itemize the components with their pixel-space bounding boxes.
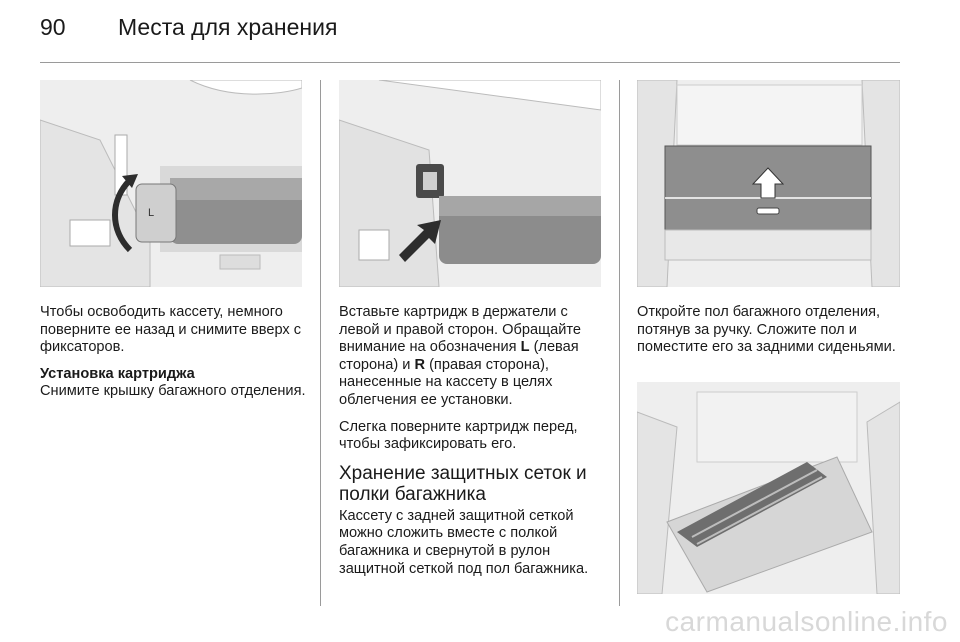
figure-trunk-floor (637, 80, 900, 287)
column-2-text (339, 304, 604, 587)
column-divider-2 (619, 80, 620, 606)
col1-subheading: Установка картриджа (40, 365, 195, 382)
page-title: Места для хранения (118, 14, 338, 40)
col2-marker-right: R (414, 356, 426, 373)
col2-paragraph-3: Кассету с задней защитной сеткой можно сложить вместе с полкой багажника и свернутой в рулон защитной сеткой под пол багажника. (339, 507, 589, 577)
column-3-text (637, 304, 903, 366)
watermark: carmanualsonline.info (665, 606, 948, 637)
cartridge-insert-illustration (339, 80, 601, 287)
page-number: 90 (40, 14, 66, 40)
trunk-storage-illustration (637, 382, 900, 594)
figure-trunk-storage (637, 382, 900, 594)
col3-paragraph-1: Откройте пол багажного отделения, потянув за ручку. Сложите пол и поместите его за задними сиденьями. (637, 304, 896, 356)
col2-p1-part-b: (левая сторона) и (339, 339, 579, 373)
col1-paragraph-2: Снимите крышку багажного отделения. (40, 383, 306, 400)
fig1-marker: L (148, 207, 155, 219)
col2-p1-part-a: Вставьте картридж в держатели с левой и правой сторон. Обращайте внимание на обозначения (339, 304, 581, 356)
header-divider (40, 62, 900, 63)
cartridge-removal-illustration (40, 80, 302, 287)
figure-cartridge-removal (40, 80, 302, 287)
column-1-text (40, 304, 308, 410)
col2-paragraph-1 (339, 304, 604, 410)
trunk-floor-illustration (637, 80, 900, 287)
col2-p1-part-c: (правая сторона), нанесенные на кассету в целях облегчения ее установки. (339, 356, 553, 408)
column-divider-1 (320, 80, 321, 606)
col2-marker-left: L (520, 339, 530, 356)
col2-paragraph-2: Слегка поверните картридж перед, чтобы зафиксировать его. (339, 418, 578, 453)
col2-section-heading: Хранение защитных сеток и полки багажника (339, 462, 587, 505)
figure-cartridge-insert (339, 80, 601, 287)
col1-paragraph-1: Чтобы освободить кассету, немного поверните ее назад и снимите вверх с фиксаторов. (40, 304, 302, 356)
